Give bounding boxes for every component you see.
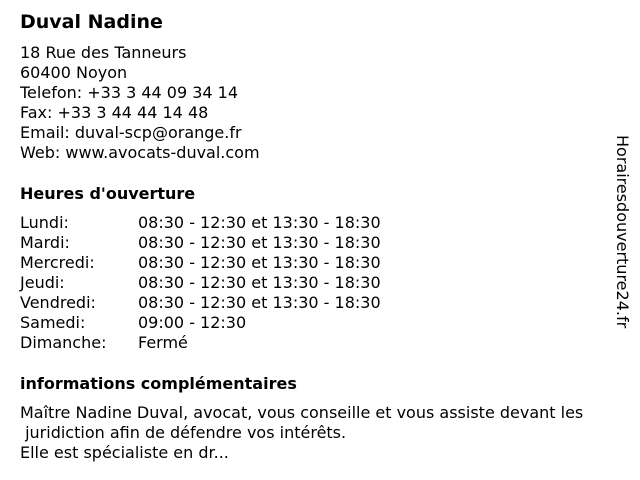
additional-info-text — [20, 403, 583, 463]
hours-value: 08:30 - 12:30 et 13:30 - 18:30 — [138, 213, 381, 232]
street-address: 18 Rue des Tanneurs — [20, 43, 187, 62]
page-title: Duval Nadine — [20, 11, 163, 33]
contact-details — [20, 43, 260, 163]
fax-number: Fax: +33 3 44 44 14 48 — [20, 103, 209, 122]
hours-value: 09:00 - 12:30 — [138, 313, 247, 332]
phone-number: Telefon: +33 3 44 09 34 14 — [20, 83, 239, 102]
day-label: Dimanche: — [20, 333, 107, 352]
opening-hours-heading: Heures d'ouverture — [20, 184, 196, 203]
hours-row-friday — [20, 293, 381, 313]
source-watermark: Horairesdouverture24.fr — [613, 135, 632, 329]
info-line: Maître Nadine Duval, avocat, vous conseille et vous assiste devant les — [20, 403, 584, 422]
info-line: juridiction afin de défendre vos intérêts. — [20, 423, 347, 442]
day-label: Jeudi: — [20, 273, 65, 292]
day-label: Mardi: — [20, 233, 70, 252]
hours-row-sunday — [20, 333, 381, 353]
email-address: Email: duval-scp@orange.fr — [20, 123, 242, 142]
hours-row-monday — [20, 213, 381, 233]
hours-row-saturday — [20, 313, 381, 333]
day-label: Vendredi: — [20, 293, 96, 312]
additional-info-heading: informations complémentaires — [20, 374, 297, 393]
day-label: Samedi: — [20, 313, 86, 332]
hours-row-thursday — [20, 273, 381, 293]
hours-value: 08:30 - 12:30 et 13:30 - 18:30 — [138, 293, 381, 312]
hours-row-wednesday — [20, 253, 381, 273]
website-address: Web: www.avocats-duval.com — [20, 143, 260, 162]
hours-value: Fermé — [138, 333, 188, 352]
day-label: Lundi: — [20, 213, 69, 232]
day-label: Mercredi: — [20, 253, 95, 272]
hours-value: 08:30 - 12:30 et 13:30 - 18:30 — [138, 273, 381, 292]
opening-hours-list — [20, 213, 381, 353]
city-postcode: 60400 Noyon — [20, 63, 128, 82]
hours-value: 08:30 - 12:30 et 13:30 - 18:30 — [138, 233, 381, 252]
hours-value: 08:30 - 12:30 et 13:30 - 18:30 — [138, 253, 381, 272]
info-line: Elle est spécialiste en dr... — [20, 443, 229, 462]
hours-row-tuesday — [20, 233, 381, 253]
